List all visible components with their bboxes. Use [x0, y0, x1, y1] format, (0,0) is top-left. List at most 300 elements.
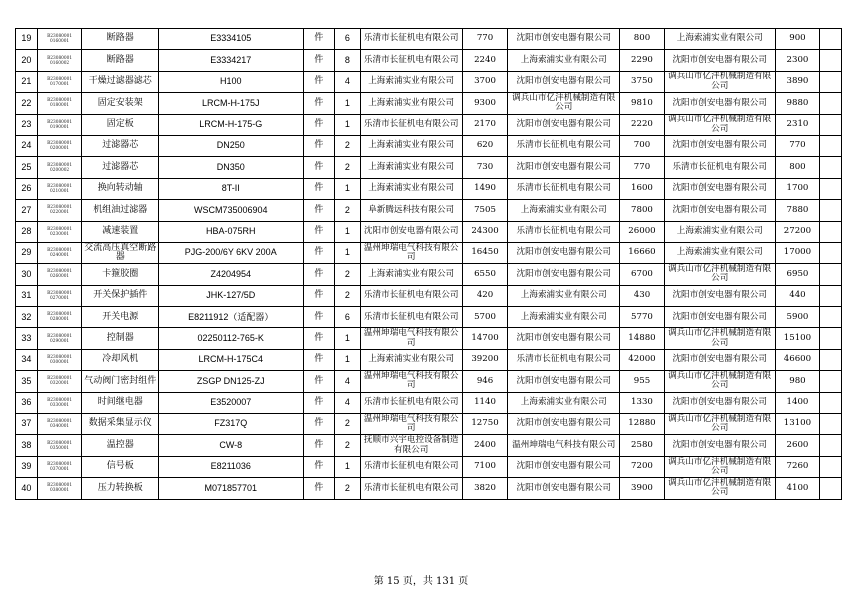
row-number-cell: 24	[16, 135, 38, 156]
price-2-cell: 5770	[620, 307, 665, 328]
supplier-3-cell: 调兵山市亿沣机械制造有限公司	[664, 478, 775, 499]
item-name-cell: 开关保护插件	[82, 285, 159, 306]
unit-of-measure-cell: 件	[303, 349, 335, 370]
item-code-cell: B23080001 0230001	[37, 221, 82, 242]
price-1-cell: 1490	[462, 178, 508, 199]
supplier-1-cell: 上海索浦实业有限公司	[360, 157, 462, 178]
blank-cell	[820, 285, 842, 306]
row-number-cell: 20	[16, 50, 38, 71]
supplier-2-cell: 上海索浦实业有限公司	[508, 392, 620, 413]
unit-of-measure-cell: 件	[303, 478, 335, 499]
table-row	[16, 200, 842, 221]
price-3-cell: 900	[775, 29, 820, 50]
blank-cell	[820, 264, 842, 285]
supplier-3-cell: 调兵山市亿沣机械制造有限公司	[664, 414, 775, 435]
quantity-cell: 4	[335, 371, 361, 392]
supplier-1-cell: 乐清市长征机电有限公司	[360, 50, 462, 71]
price-1-cell: 3700	[462, 71, 508, 92]
item-code-cell: B23080001 0300001	[37, 349, 82, 370]
supplier-3-cell: 沈阳市创安电器有限公司	[664, 307, 775, 328]
item-code-cell: B23080001 0210001	[37, 178, 82, 199]
item-model-cell: 8T-II	[159, 178, 304, 199]
blank-cell	[820, 371, 842, 392]
price-1-cell: 946	[462, 371, 508, 392]
quantity-cell: 1	[335, 328, 361, 349]
blank-cell	[820, 221, 842, 242]
price-3-cell: 46600	[775, 349, 820, 370]
unit-of-measure-cell: 件	[303, 456, 335, 477]
price-3-cell: 15100	[775, 328, 820, 349]
supplier-2-cell: 沈阳市创安电器有限公司	[508, 114, 620, 135]
price-3-cell: 4100	[775, 478, 820, 499]
unit-of-measure-cell: 件	[303, 392, 335, 413]
price-3-cell: 9880	[775, 93, 820, 114]
blank-cell	[820, 157, 842, 178]
quantity-cell: 1	[335, 114, 361, 135]
price-1-cell: 7505	[462, 200, 508, 221]
item-code-cell: B23080001 0170001	[37, 71, 82, 92]
unit-of-measure-cell: 件	[303, 50, 335, 71]
quantity-cell: 6	[335, 307, 361, 328]
item-code-cell: B23080001 0180001	[37, 93, 82, 114]
row-number-cell: 22	[16, 93, 38, 114]
blank-cell	[820, 135, 842, 156]
table-row	[16, 392, 842, 413]
item-name-cell: 气动阀门密封组件	[82, 371, 159, 392]
price-3-cell: 3890	[775, 71, 820, 92]
unit-of-measure-cell: 件	[303, 200, 335, 221]
supplier-3-cell: 上海索浦实业有限公司	[664, 29, 775, 50]
unit-of-measure-cell: 件	[303, 414, 335, 435]
item-model-cell: DN350	[159, 157, 304, 178]
item-code-cell: B23080001 0190001	[37, 114, 82, 135]
quantity-cell: 2	[335, 157, 361, 178]
item-model-cell: H100	[159, 71, 304, 92]
price-3-cell: 27200	[775, 221, 820, 242]
supplier-3-cell: 沈阳市创安电器有限公司	[664, 435, 775, 456]
item-code-cell: B23080001 0200001	[37, 135, 82, 156]
supplier-3-cell: 乐清市长征机电有限公司	[664, 157, 775, 178]
price-3-cell: 980	[775, 371, 820, 392]
quantity-cell: 1	[335, 349, 361, 370]
supplier-2-cell: 上海索浦实业有限公司	[508, 307, 620, 328]
blank-cell	[820, 71, 842, 92]
supplier-1-cell: 温州坤瑞电气科技有限公司	[360, 371, 462, 392]
blank-cell	[820, 242, 842, 263]
quantity-cell: 4	[335, 71, 361, 92]
blank-cell	[820, 414, 842, 435]
item-model-cell: E3334105	[159, 29, 304, 50]
item-name-cell: 数据采集显示仪	[82, 414, 159, 435]
item-model-cell: WSCM735006904	[159, 200, 304, 221]
blank-cell	[820, 456, 842, 477]
price-3-cell: 2300	[775, 50, 820, 71]
supplier-3-cell: 调兵山市亿沣机械制造有限公司	[664, 264, 775, 285]
item-name-cell: 减速装置	[82, 221, 159, 242]
price-1-cell: 14700	[462, 328, 508, 349]
row-number-cell: 33	[16, 328, 38, 349]
price-1-cell: 620	[462, 135, 508, 156]
table-row	[16, 478, 842, 499]
row-number-cell: 39	[16, 456, 38, 477]
price-2-cell: 3750	[620, 71, 665, 92]
row-number-cell: 35	[16, 371, 38, 392]
item-code-cell: B23080001 0290001	[37, 328, 82, 349]
table-row	[16, 71, 842, 92]
supplier-1-cell: 温州坤瑞电气科技有限公司	[360, 414, 462, 435]
table-row	[16, 29, 842, 50]
unit-of-measure-cell: 件	[303, 157, 335, 178]
supplier-2-cell: 沈阳市创安电器有限公司	[508, 456, 620, 477]
item-code-cell: B23080001 0280001	[37, 307, 82, 328]
price-2-cell: 430	[620, 285, 665, 306]
price-2-cell: 42000	[620, 349, 665, 370]
price-1-cell: 420	[462, 285, 508, 306]
item-model-cell: E3520007	[159, 392, 304, 413]
row-number-cell: 36	[16, 392, 38, 413]
price-3-cell: 440	[775, 285, 820, 306]
supplier-3-cell: 调兵山市亿沣机械制造有限公司	[664, 371, 775, 392]
unit-of-measure-cell: 件	[303, 435, 335, 456]
supplier-1-cell: 乐清市长征机电有限公司	[360, 29, 462, 50]
quantity-cell: 1	[335, 93, 361, 114]
item-name-cell: 时间继电器	[82, 392, 159, 413]
supplier-1-cell: 温州坤瑞电气科技有限公司	[360, 242, 462, 263]
supplier-1-cell: 上海索浦实业有限公司	[360, 135, 462, 156]
table-row	[16, 50, 842, 71]
supplier-3-cell: 沈阳市创安电器有限公司	[664, 135, 775, 156]
item-code-cell: B23080001 0320001	[37, 371, 82, 392]
price-1-cell: 730	[462, 157, 508, 178]
item-name-cell: 换向转动轴	[82, 178, 159, 199]
price-3-cell: 7260	[775, 456, 820, 477]
item-code-cell: B23080001 0220001	[37, 200, 82, 221]
item-name-cell: 冷却风机	[82, 349, 159, 370]
item-code-cell: B23080001 0270001	[37, 285, 82, 306]
item-name-cell: 交流高压真空断路器	[82, 242, 159, 263]
supplier-3-cell: 沈阳市创安电器有限公司	[664, 178, 775, 199]
row-number-cell: 40	[16, 478, 38, 499]
quantity-cell: 8	[335, 50, 361, 71]
supplier-3-cell: 调兵山市亿沣机械制造有限公司	[664, 328, 775, 349]
row-number-cell: 25	[16, 157, 38, 178]
unit-of-measure-cell: 件	[303, 135, 335, 156]
price-1-cell: 1140	[462, 392, 508, 413]
price-2-cell: 3900	[620, 478, 665, 499]
price-3-cell: 6950	[775, 264, 820, 285]
supplier-1-cell: 乐清市长征机电有限公司	[360, 392, 462, 413]
item-name-cell: 开关电源	[82, 307, 159, 328]
supplier-2-cell: 上海索浦实业有限公司	[508, 285, 620, 306]
price-2-cell: 770	[620, 157, 665, 178]
supplier-3-cell: 上海索浦实业有限公司	[664, 242, 775, 263]
price-3-cell: 2310	[775, 114, 820, 135]
item-code-cell: B23080001 0160002	[37, 50, 82, 71]
row-number-cell: 26	[16, 178, 38, 199]
unit-of-measure-cell: 件	[303, 264, 335, 285]
supplier-1-cell: 乐清市长征机电有限公司	[360, 114, 462, 135]
supplier-1-cell: 上海索浦实业有限公司	[360, 264, 462, 285]
price-3-cell: 800	[775, 157, 820, 178]
blank-cell	[820, 349, 842, 370]
supplier-1-cell: 乐清市长征机电有限公司	[360, 456, 462, 477]
table-row	[16, 371, 842, 392]
price-2-cell: 1600	[620, 178, 665, 199]
price-2-cell: 9810	[620, 93, 665, 114]
supplier-1-cell: 抚顺市兴宇电控设备制造有限公司	[360, 435, 462, 456]
item-code-cell: B23080001 0380001	[37, 478, 82, 499]
price-3-cell: 5900	[775, 307, 820, 328]
quantity-cell: 2	[335, 285, 361, 306]
supplier-3-cell: 沈阳市创安电器有限公司	[664, 392, 775, 413]
supplier-2-cell: 乐清市长征机电有限公司	[508, 221, 620, 242]
item-model-cell: E3334217	[159, 50, 304, 71]
item-model-cell: HBA-075RH	[159, 221, 304, 242]
supplier-2-cell: 沈阳市创安电器有限公司	[508, 264, 620, 285]
price-2-cell: 6700	[620, 264, 665, 285]
price-1-cell: 39200	[462, 349, 508, 370]
unit-of-measure-cell: 件	[303, 307, 335, 328]
item-name-cell: 信号板	[82, 456, 159, 477]
supplier-3-cell: 调兵山市亿沣机械制造有限公司	[664, 114, 775, 135]
item-name-cell: 机组油过滤器	[82, 200, 159, 221]
price-1-cell: 12750	[462, 414, 508, 435]
supplier-2-cell: 乐清市长征机电有限公司	[508, 178, 620, 199]
quantity-cell: 2	[335, 414, 361, 435]
item-code-cell: B23080001 0160001	[37, 29, 82, 50]
supplier-1-cell: 上海索浦实业有限公司	[360, 93, 462, 114]
blank-cell	[820, 435, 842, 456]
quantity-cell: 2	[335, 478, 361, 499]
unit-of-measure-cell: 件	[303, 285, 335, 306]
item-model-cell: Z4204954	[159, 264, 304, 285]
item-code-cell: B23080001 0260001	[37, 264, 82, 285]
price-3-cell: 770	[775, 135, 820, 156]
item-name-cell: 过滤器芯	[82, 135, 159, 156]
supplier-3-cell: 上海索浦实业有限公司	[664, 221, 775, 242]
item-model-cell: E8211912（适配器）	[159, 307, 304, 328]
row-number-cell: 31	[16, 285, 38, 306]
item-name-cell: 温控器	[82, 435, 159, 456]
supplier-1-cell: 乐清市长征机电有限公司	[360, 478, 462, 499]
table-row	[16, 114, 842, 135]
quantity-cell: 1	[335, 178, 361, 199]
row-number-cell: 29	[16, 242, 38, 263]
table-row	[16, 242, 842, 263]
table-body	[16, 29, 842, 500]
price-1-cell: 5700	[462, 307, 508, 328]
table-row	[16, 157, 842, 178]
supplier-1-cell: 阜新腾远科技有限公司	[360, 200, 462, 221]
item-model-cell: FZ317Q	[159, 414, 304, 435]
quantity-cell: 1	[335, 456, 361, 477]
price-3-cell: 7880	[775, 200, 820, 221]
item-name-cell: 固定安装架	[82, 93, 159, 114]
table-row	[16, 328, 842, 349]
table-row	[16, 178, 842, 199]
blank-cell	[820, 200, 842, 221]
quantity-cell: 6	[335, 29, 361, 50]
item-name-cell: 断路器	[82, 50, 159, 71]
table-row	[16, 349, 842, 370]
supplier-2-cell: 乐清市长征机电有限公司	[508, 349, 620, 370]
row-number-cell: 21	[16, 71, 38, 92]
price-3-cell: 2600	[775, 435, 820, 456]
supplier-3-cell: 沈阳市创安电器有限公司	[664, 93, 775, 114]
item-model-cell: M071857701	[159, 478, 304, 499]
blank-cell	[820, 178, 842, 199]
supplier-2-cell: 沈阳市创安电器有限公司	[508, 71, 620, 92]
item-code-cell: B23080001 0370001	[37, 456, 82, 477]
quantity-cell: 1	[335, 221, 361, 242]
quantity-cell: 2	[335, 435, 361, 456]
item-name-cell: 断路器	[82, 29, 159, 50]
supplier-1-cell: 上海索浦实业有限公司	[360, 349, 462, 370]
blank-cell	[820, 328, 842, 349]
supplier-1-cell: 乐清市长征机电有限公司	[360, 307, 462, 328]
item-name-cell: 固定板	[82, 114, 159, 135]
item-model-cell: DN250	[159, 135, 304, 156]
table-row	[16, 221, 842, 242]
item-code-cell: B23080001 0340001	[37, 414, 82, 435]
supplier-1-cell: 上海索浦实业有限公司	[360, 178, 462, 199]
supplier-1-cell: 上海索浦实业有限公司	[360, 71, 462, 92]
quantity-cell: 2	[335, 200, 361, 221]
quantity-cell: 4	[335, 392, 361, 413]
supplier-2-cell: 调兵山市亿沣机械制造有限公司	[508, 93, 620, 114]
item-model-cell: PJG-200/6Y 6KV 200A	[159, 242, 304, 263]
price-1-cell: 2240	[462, 50, 508, 71]
supplier-3-cell: 沈阳市创安电器有限公司	[664, 285, 775, 306]
unit-of-measure-cell: 件	[303, 242, 335, 263]
item-name-cell: 压力转换板	[82, 478, 159, 499]
supplier-3-cell: 沈阳市创安电器有限公司	[664, 349, 775, 370]
blank-cell	[820, 114, 842, 135]
item-name-cell: 干燥过滤器滤芯	[82, 71, 159, 92]
price-2-cell: 2220	[620, 114, 665, 135]
quantity-cell: 2	[335, 264, 361, 285]
price-2-cell: 700	[620, 135, 665, 156]
unit-of-measure-cell: 件	[303, 371, 335, 392]
table-row	[16, 414, 842, 435]
supplier-3-cell: 调兵山市亿沣机械制造有限公司	[664, 456, 775, 477]
item-model-cell: LRCM-H-175C4	[159, 349, 304, 370]
item-name-cell: 控制器	[82, 328, 159, 349]
price-1-cell: 770	[462, 29, 508, 50]
price-2-cell: 7200	[620, 456, 665, 477]
item-name-cell: 卡箍胶圈	[82, 264, 159, 285]
supplier-2-cell: 上海索浦实业有限公司	[508, 50, 620, 71]
price-2-cell: 2580	[620, 435, 665, 456]
price-1-cell: 2170	[462, 114, 508, 135]
blank-cell	[820, 50, 842, 71]
item-model-cell: LRCM-H-175-G	[159, 114, 304, 135]
quantity-cell: 1	[335, 242, 361, 263]
price-2-cell: 800	[620, 29, 665, 50]
supplier-2-cell: 沈阳市创安电器有限公司	[508, 157, 620, 178]
unit-of-measure-cell: 件	[303, 71, 335, 92]
supplier-2-cell: 沈阳市创安电器有限公司	[508, 328, 620, 349]
table-row	[16, 93, 842, 114]
supplier-3-cell: 沈阳市创安电器有限公司	[664, 200, 775, 221]
table-row	[16, 135, 842, 156]
item-name-cell: 过滤器芯	[82, 157, 159, 178]
row-number-cell: 23	[16, 114, 38, 135]
table-row	[16, 285, 842, 306]
supplier-2-cell: 沈阳市创安电器有限公司	[508, 29, 620, 50]
item-code-cell: B23080001 0200002	[37, 157, 82, 178]
price-2-cell: 16660	[620, 242, 665, 263]
row-number-cell: 30	[16, 264, 38, 285]
price-1-cell: 24300	[462, 221, 508, 242]
price-2-cell: 2290	[620, 50, 665, 71]
item-model-cell: LRCM-H-175J	[159, 93, 304, 114]
table-row	[16, 307, 842, 328]
price-2-cell: 14880	[620, 328, 665, 349]
supplier-2-cell: 沈阳市创安电器有限公司	[508, 414, 620, 435]
price-2-cell: 7800	[620, 200, 665, 221]
supplier-2-cell: 沈阳市创安电器有限公司	[508, 242, 620, 263]
item-code-cell: B23080001 0240001	[37, 242, 82, 263]
price-1-cell: 16450	[462, 242, 508, 263]
row-number-cell: 38	[16, 435, 38, 456]
price-1-cell: 2400	[462, 435, 508, 456]
unit-of-measure-cell: 件	[303, 114, 335, 135]
supplier-2-cell: 沈阳市创安电器有限公司	[508, 478, 620, 499]
price-3-cell: 13100	[775, 414, 820, 435]
row-number-cell: 34	[16, 349, 38, 370]
unit-of-measure-cell: 件	[303, 93, 335, 114]
table-row	[16, 264, 842, 285]
row-number-cell: 32	[16, 307, 38, 328]
quotation-table	[15, 28, 842, 500]
table-row	[16, 435, 842, 456]
supplier-2-cell: 上海索浦实业有限公司	[508, 200, 620, 221]
price-3-cell: 1700	[775, 178, 820, 199]
price-1-cell: 7100	[462, 456, 508, 477]
supplier-3-cell: 沈阳市创安电器有限公司	[664, 50, 775, 71]
row-number-cell: 27	[16, 200, 38, 221]
blank-cell	[820, 478, 842, 499]
price-1-cell: 3820	[462, 478, 508, 499]
supplier-1-cell: 乐清市长征机电有限公司	[360, 285, 462, 306]
supplier-2-cell: 沈阳市创安电器有限公司	[508, 371, 620, 392]
unit-of-measure-cell: 件	[303, 178, 335, 199]
price-3-cell: 17000	[775, 242, 820, 263]
price-2-cell: 12880	[620, 414, 665, 435]
page-number: 第 15 页，共 131 页	[373, 576, 469, 587]
blank-cell	[820, 307, 842, 328]
item-code-cell: B23080001 0330001	[37, 392, 82, 413]
price-1-cell: 9300	[462, 93, 508, 114]
quantity-cell: 2	[335, 135, 361, 156]
price-2-cell: 26000	[620, 221, 665, 242]
item-code-cell: B23080001 0350001	[37, 435, 82, 456]
blank-cell	[820, 93, 842, 114]
supplier-3-cell: 调兵山市亿沣机械制造有限公司	[664, 71, 775, 92]
unit-of-measure-cell: 件	[303, 221, 335, 242]
blank-cell	[820, 29, 842, 50]
price-3-cell: 1400	[775, 392, 820, 413]
supplier-2-cell: 乐清市长征机电有限公司	[508, 135, 620, 156]
supplier-1-cell: 温州坤瑞电气科技有限公司	[360, 328, 462, 349]
item-model-cell: 02250112-765-K	[159, 328, 304, 349]
item-model-cell: JHK-127/5D	[159, 285, 304, 306]
row-number-cell: 37	[16, 414, 38, 435]
item-model-cell: E8211036	[159, 456, 304, 477]
price-2-cell: 1330	[620, 392, 665, 413]
price-1-cell: 6550	[462, 264, 508, 285]
